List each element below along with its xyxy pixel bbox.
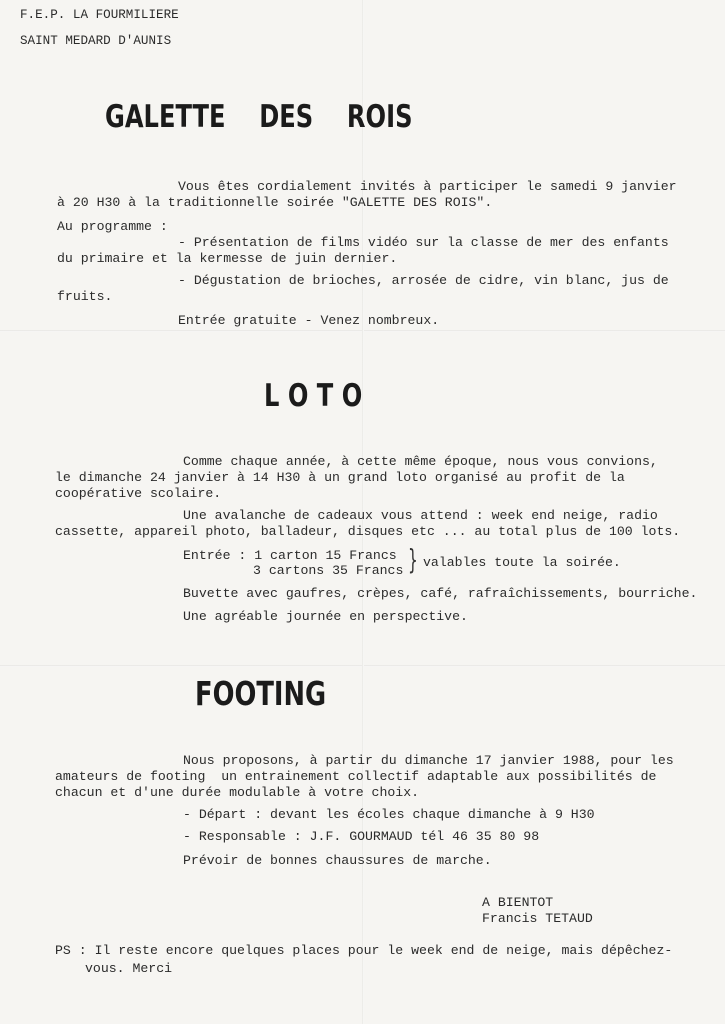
loto-valables: valables toute la soirée. xyxy=(423,555,621,570)
galette-title: GALETTE DES ROIS xyxy=(105,99,413,135)
postscript-line-1: PS : Il reste encore quelques places pour le week end de neige, mais dépêchez- xyxy=(55,943,673,958)
footing-prevoir: Prévoir de bonnes chaussures de marche. xyxy=(183,853,492,868)
footing-depart: - Départ : devant les écoles chaque dimanche à 9 H30 xyxy=(183,807,595,822)
footing-paragraph-line-3: chacun et d'une durée modulable à votre choix. xyxy=(55,785,420,800)
organization-name: F.E.P. LA FOURMILIERE xyxy=(20,8,179,22)
galette-entry: Entrée gratuite - Venez nombreux. xyxy=(178,313,440,328)
footing-paragraph-line-2: amateurs de footing un entrainement collectif adaptable aux possibilités de xyxy=(55,769,657,784)
signature-greeting: A BIENTOT xyxy=(482,895,554,910)
footing-title: FOOTING xyxy=(195,674,327,713)
postscript-line-2: vous. Merci xyxy=(85,961,173,976)
programme-label: Au programme : xyxy=(57,219,168,234)
galette-intro-line-1: Vous êtes cordialement invités à participer le samedi 9 janvier xyxy=(178,179,677,194)
footing-responsable: - Responsable : J.F. GOURMAUD tél 46 35 80 98 xyxy=(183,829,540,844)
loto-buvette: Buvette avec gaufres, crèpes, café, rafraîchissements, bourriche. xyxy=(183,586,698,601)
loto-entree-line-2: 3 cartons 35 Francs xyxy=(253,563,404,578)
loto-journee: Une agréable journée en perspective. xyxy=(183,609,468,624)
loto-paragraph-2-line-2: cassette, appareil photo, balladeur, disques etc ... au total plus de 100 lots. xyxy=(55,524,681,539)
programme-item-1-line-2: du primaire et la kermesse de juin dernier. xyxy=(57,251,398,266)
programme-item-2-line-2: fruits. xyxy=(57,289,113,304)
loto-paragraph-2-line-1: Une avalanche de cadeaux vous attend : week end neige, radio xyxy=(183,508,658,523)
town-name: SAINT MEDARD D'AUNIS xyxy=(20,34,172,48)
loto-paragraph-1-line-2: le dimanche 24 janvier à 14 H30 à un grand loto organisé au profit de la xyxy=(55,470,625,485)
loto-paragraph-1-line-1: Comme chaque année, à cette même époque, nous vous convions, xyxy=(183,454,658,469)
programme-item-1-line-1: - Présentation de films vidéo sur la classe de mer des enfants xyxy=(178,235,669,250)
galette-intro-line-2: à 20 H30 à la traditionnelle soirée "GALETTE DES ROIS". xyxy=(57,195,493,210)
loto-title: L O T O xyxy=(264,378,363,414)
brace-glyph: } xyxy=(408,543,418,576)
loto-paragraph-1-line-3: coopérative scolaire. xyxy=(55,486,222,501)
loto-entree-line-1: Entrée : 1 carton 15 Francs xyxy=(183,548,397,563)
programme-item-2-line-1: - Dégustation de brioches, arrosée de cidre, vin blanc, jus de xyxy=(178,273,669,288)
footing-paragraph-line-1: Nous proposons, à partir du dimanche 17 janvier 1988, pour les xyxy=(183,753,674,768)
signature-name: Francis TETAUD xyxy=(482,911,593,926)
